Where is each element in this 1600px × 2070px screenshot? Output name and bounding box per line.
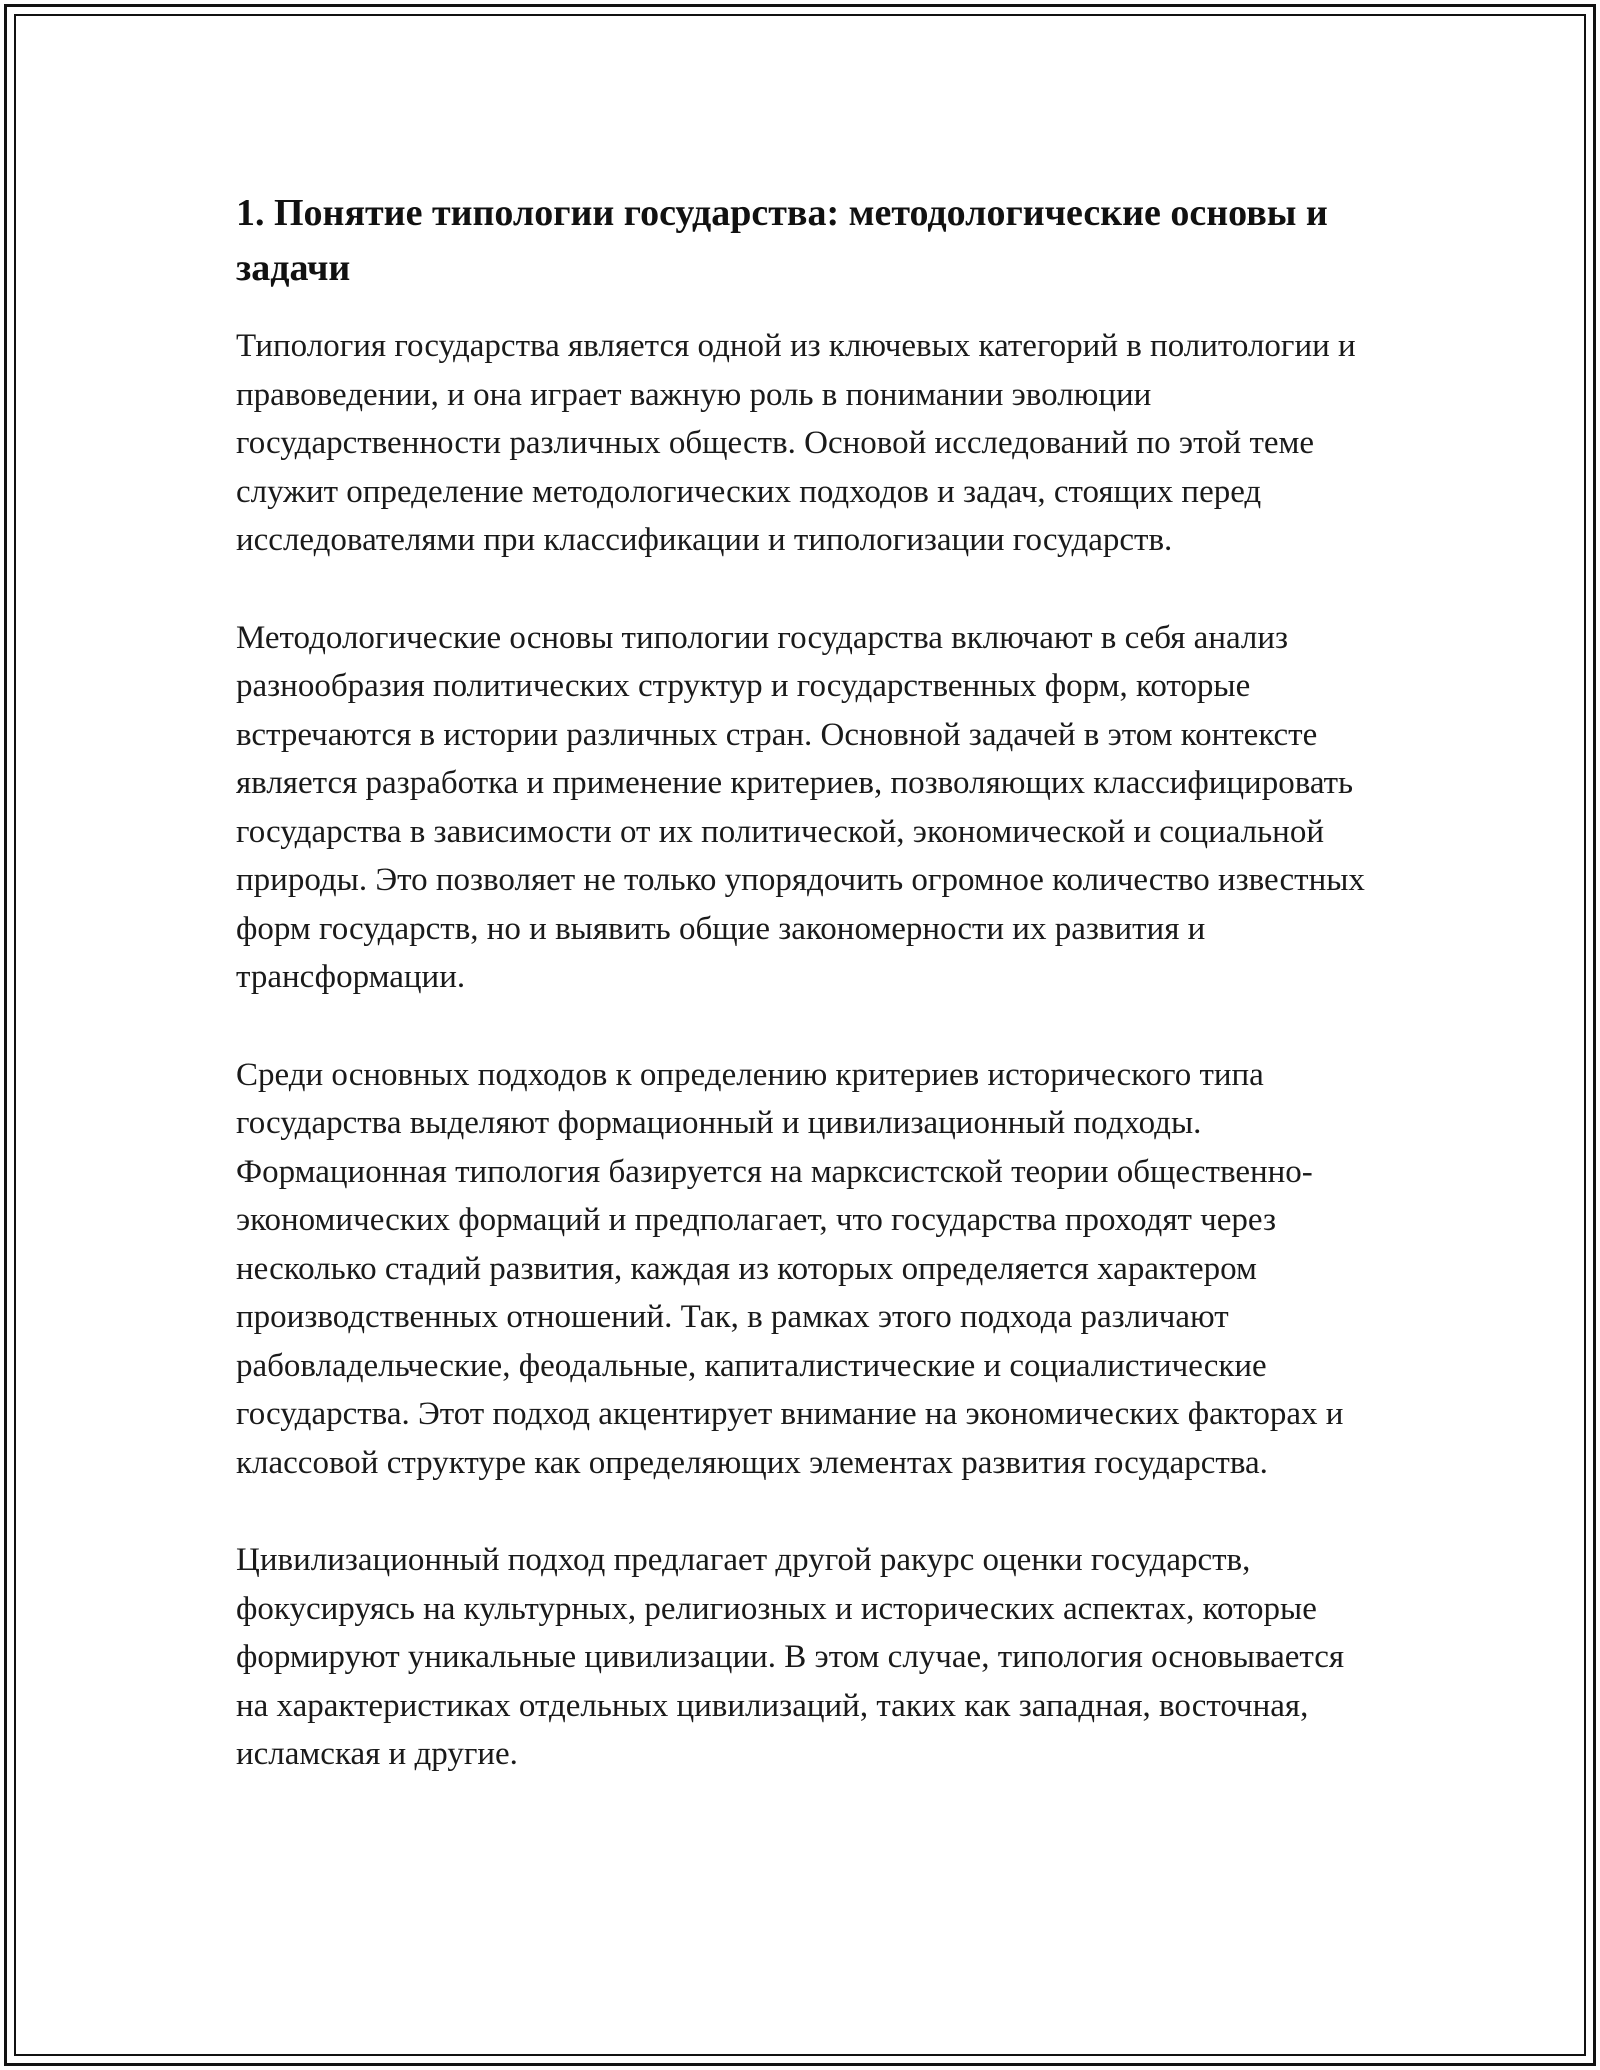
document-body xyxy=(236,186,1376,1828)
paragraph-2: Методологические основы типологии государства включают в себя анализ разнообразия политических структур и государственных форм, которые встречаются в истории различных стран. Основной задачей в этом контексте является разработка и применение критериев, позволяющих классифицировать государства в зависимости от их политической, экономической и социальной природы. Это позволяет не только упорядочить огромное количество известных форм государств, но и выявить общие закономерности их развития и трансформации. xyxy=(236,619,1365,995)
paragraph-4: Цивилизационный подход предлагает другой ракурс оценки государств, фокусируясь на культурных, религиозных и исторических аспектах, которые формируют уникальные цивилизации. В этом случае, типология основывается на характеристиках отдельных цивилизаций, таких как западная, восточная, исламская и другие. xyxy=(236,1542,1345,1772)
paragraph-3: Среди основных подходов к определению критериев исторического типа государства выделяют формационный и цивилизационный подходы. Формационная типология базируется на марксистской теории общественно-экономических формаций и предполагает, что государства проходят через несколько стадий развития, каждая из которых определяется характером производственных отношений. Так, в рамках этого подхода различают рабовладельческие, феодальные, капиталистические и социалистические государства. Этот подход акцентирует внимание на экономических факторах и классовой структуре как определяющих элементах развития государства. xyxy=(236,1056,1344,1481)
paragraph-1: Типология государства является одной из ключевых категорий в политологии и правоведении, и она играет важную роль в понимании эволюции государственности различных обществ. Основой исследований по этой теме служит определение методологических подходов и задач, стоящих перед исследователями при классификации и типологизации государств. xyxy=(236,328,1356,558)
section-heading: 1. Понятие типологии государства: методологические основы и задачи xyxy=(236,192,1328,289)
